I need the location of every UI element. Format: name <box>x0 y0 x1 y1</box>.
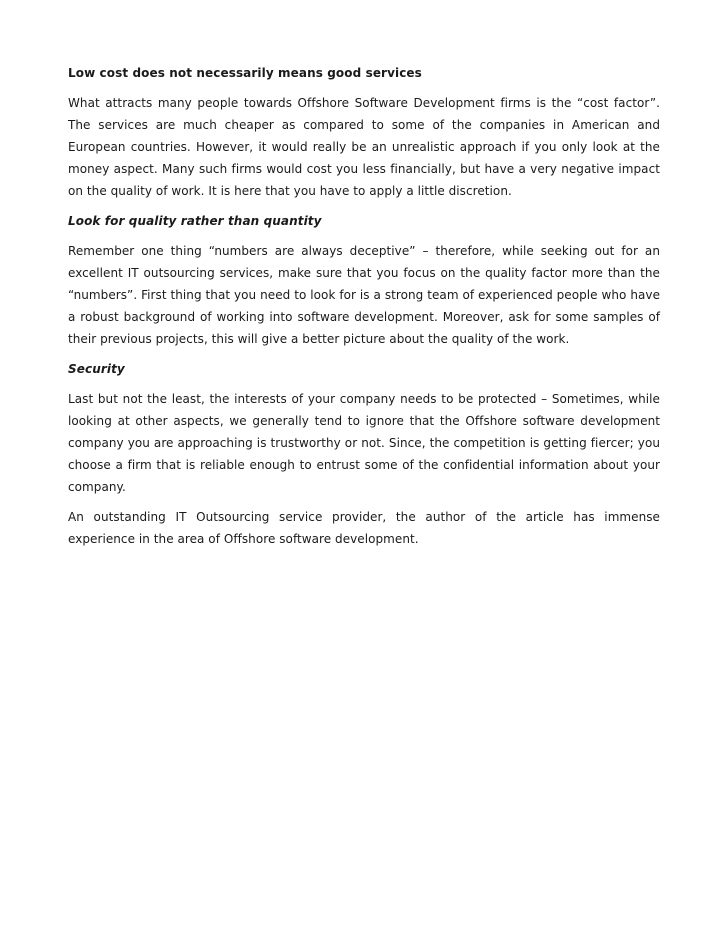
paragraph-security: Last but not the least, the interests of your company needs to be protected – Sometimes, while looking at other aspects, we generally tend to ignore that the Offshore software development company you are approaching is trustworthy or not. Since, the competition is getting fiercer; you choose a firm that is reliable enough to entrust some of the confidential information about your company. <box>68 392 660 494</box>
paragraph-cost-factor: What attracts many people towards Offshore Software Development firms is the “cost factor”. The services are much cheaper as compared to some of the companies in American and European countries. However, it would really be an unrealistic approach if you only look at the money aspect. Many such firms would cost you less financially, but have a very negative impact on the quality of work. It is here that you have to apply a little discretion. <box>68 96 660 198</box>
paragraph-quality: Remember one thing “numbers are always deceptive” – therefore, while seeking out for an excellent IT outsourcing services, make sure that you focus on the quality factor more than the “numbers”. First thing that you need to look for is a strong team of experienced people who have a robust background of working into software development. Moreover, ask for some samples of their previous projects, this will give a better picture about the quality of the work. <box>68 244 660 346</box>
document-page <box>68 62 660 558</box>
section-heading-security: Security <box>68 362 125 376</box>
section-heading-quality: Look for quality rather than quantity <box>68 214 322 228</box>
section-heading-low-cost: Low cost does not necessarily means good services <box>68 66 422 80</box>
paragraph-author: An outstanding IT Outsourcing service provider, the author of the article has immense experience in the area of Offshore software development. <box>68 510 660 546</box>
